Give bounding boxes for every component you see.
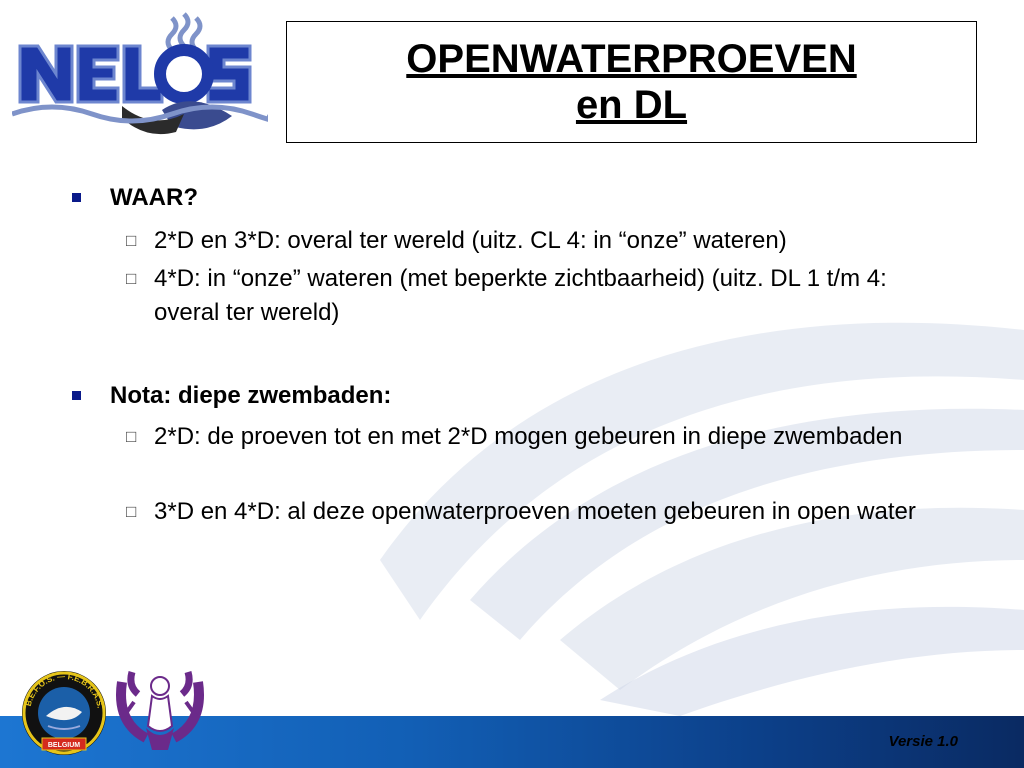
page-subtitle: en DL xyxy=(575,83,688,127)
list-item-text: 2*D en 3*D: overal ter wereld (uitz. CL 4: in “onze” wateren) xyxy=(154,227,787,254)
nelos-logo xyxy=(12,10,268,146)
section-heading-text: Nota: diepe zwembaden: xyxy=(110,382,392,409)
list-item xyxy=(126,420,946,454)
page-title: OPENWATERPROEVEN xyxy=(406,37,857,81)
list-item-text: 4*D: in “onze” wateren (met beperkte zichtbaarheid) (uitz. DL 1 t/m 4: overal ter wereld) xyxy=(154,265,887,326)
title-box xyxy=(286,21,977,143)
hollow-square-bullet-icon: □ xyxy=(126,269,137,288)
list-item xyxy=(126,224,946,258)
section-heading-text: WAAR? xyxy=(110,184,198,211)
list-item xyxy=(126,262,946,330)
badge-country-text: BELGIUM xyxy=(47,742,81,749)
list-item xyxy=(126,495,946,529)
list-item-text: 3*D en 4*D: al deze openwaterproeven moeten gebeuren in open water xyxy=(154,498,916,525)
square-bullet-icon xyxy=(72,193,81,202)
befos-badge xyxy=(18,668,110,758)
badge-ring-text: B.E.F.O.S. — F.E.B.R.A.S. xyxy=(23,671,105,709)
version-label: Versie 1.0 xyxy=(888,733,958,750)
list-item-text: 2*D: de proeven tot en met 2*D mogen gebeuren in diepe zwembaden xyxy=(154,423,903,450)
hollow-square-bullet-icon: □ xyxy=(126,502,137,521)
hollow-square-bullet-icon: □ xyxy=(126,231,137,250)
square-bullet-icon xyxy=(72,391,81,400)
hollow-square-bullet-icon: □ xyxy=(126,427,137,446)
mermaid-emblem xyxy=(112,662,208,760)
